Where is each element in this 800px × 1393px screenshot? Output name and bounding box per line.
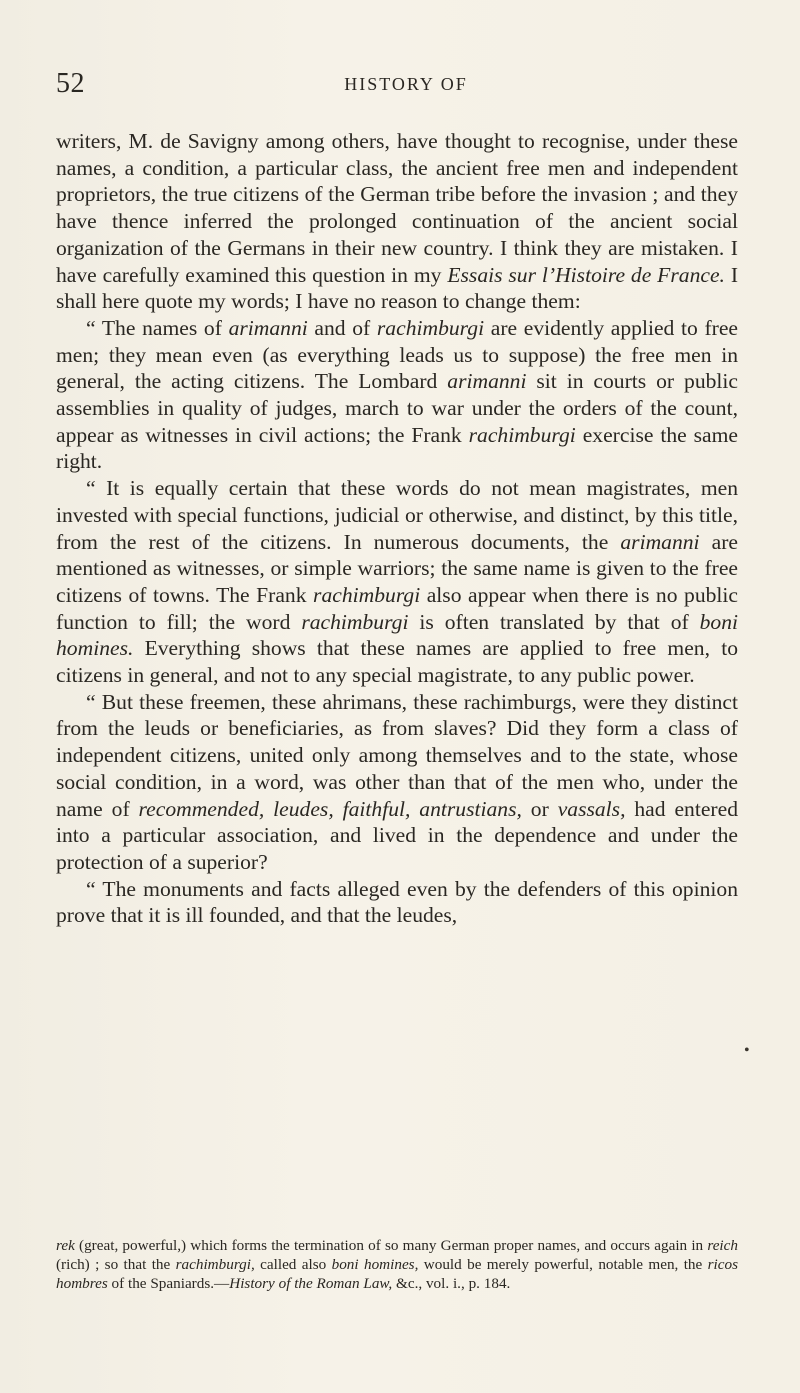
italic-text: rek [56, 1237, 75, 1254]
italic-text: arimanni [447, 369, 527, 394]
italic-text: reich [707, 1237, 738, 1254]
text-run: had entered into a particular association, and lived in the dependence and under the protection of a superior? [56, 796, 738, 874]
text-run: exercise the same right. [56, 422, 738, 474]
text-run: would be merely powerful, notable men, the [418, 1256, 708, 1273]
text-run: (rich) ; so that the [56, 1256, 176, 1273]
text-run: also appear when there is no public function to fill; the word [56, 582, 739, 634]
paragraph [56, 315, 738, 475]
text-run: Everything shows that these names are applied to free men, to citizens in general, and not to any special magistrate, to any public power. [56, 636, 738, 688]
text-run: is often translated by that of [408, 609, 700, 634]
text-run: (great, powerful,) which forms the termination of so many German proper names, and occurs again in [74, 1237, 708, 1254]
italic-text: History of the Roman Law, [229, 1275, 393, 1292]
text-run: “ It is equally certain that these words do not mean magistrates, men invested with special functions, judicial or otherwise, and distinct, by this title, from the rest of the citizens. In numerous documents, the [56, 476, 738, 554]
footnote [56, 1236, 738, 1293]
text-run: or [521, 796, 558, 821]
margin-mark: • [744, 1042, 750, 1059]
italic-text: ricos hombres [56, 1256, 739, 1292]
italic-text: rachimburgi [376, 315, 485, 340]
text-run: are mentioned as witnesses, or simple warriors; the same name is given to the free citizens of towns. The Frank [56, 529, 738, 607]
italic-text: rachimburgi [313, 582, 421, 607]
italic-text: arimanni [620, 529, 700, 554]
page-header [56, 60, 756, 100]
text-run: of the Spaniards.— [107, 1275, 230, 1292]
italic-text: rachimburgi [301, 609, 409, 634]
text-run: I shall here quote my words; I have no reason to change them: [56, 262, 739, 314]
italic-text: boni homines, [331, 1256, 419, 1273]
text-run: sit in courts or public assemblies in quality of judges, march to war under the orders of the count, appear as witnesses in civil actions; the Frank [56, 369, 738, 447]
italic-text: boni homines. [56, 609, 738, 661]
footnote-text [56, 1236, 738, 1293]
text-run: “ The names of [86, 315, 229, 340]
page-number: 52 [56, 68, 85, 99]
italic-text: recommended, leudes, faithful, antrustians, [138, 796, 522, 821]
italic-text: arimanni [228, 315, 308, 340]
italic-text: rachimburgi, [175, 1256, 255, 1273]
text-run: writers, M. de Savigny among others, have thought to recognise, under these names, a condition, a particular class, the ancient free men and independent proprietors, the true citizens of the German tribe before the invasion ; and they have thence inferred the prolonged continuation of the ancient social organization of the Germans in their new country. I think they are mistaken. I have carefully examined this question in my [56, 129, 738, 287]
text-run: “ But these freemen, these ahrimans, these rachimburgs, were they distinct from the leuds or beneficiaries, as from slaves? Did they form a class of independent citizens, united only among themselves and to the state, whose social condition, in a word, was other than that of the men who, under the name of [56, 689, 738, 821]
text-run: &c., vol. i., p. 184. [392, 1275, 511, 1292]
paragraph [56, 475, 738, 689]
text-run: and of [307, 315, 377, 340]
text-run: are evidently applied to free men; they mean even (as everything leads us to suppose) the free men in general, the acting citizens. The Lombard [56, 315, 738, 394]
running-head: HISTORY OF [344, 74, 468, 94]
paragraph [56, 128, 738, 315]
italic-text: vassals, [557, 796, 626, 821]
body-text [56, 128, 738, 929]
paragraph [56, 876, 738, 929]
paragraph [56, 689, 738, 876]
text-run: called also [254, 1256, 332, 1273]
italic-text: rachimburgi [468, 422, 576, 447]
italic-text: Essais sur l’Histoire de France. [447, 262, 725, 287]
text-run: “ The monuments and facts alleged even by the defenders of this opinion prove that it is ill founded, and that the leudes, [56, 876, 738, 928]
